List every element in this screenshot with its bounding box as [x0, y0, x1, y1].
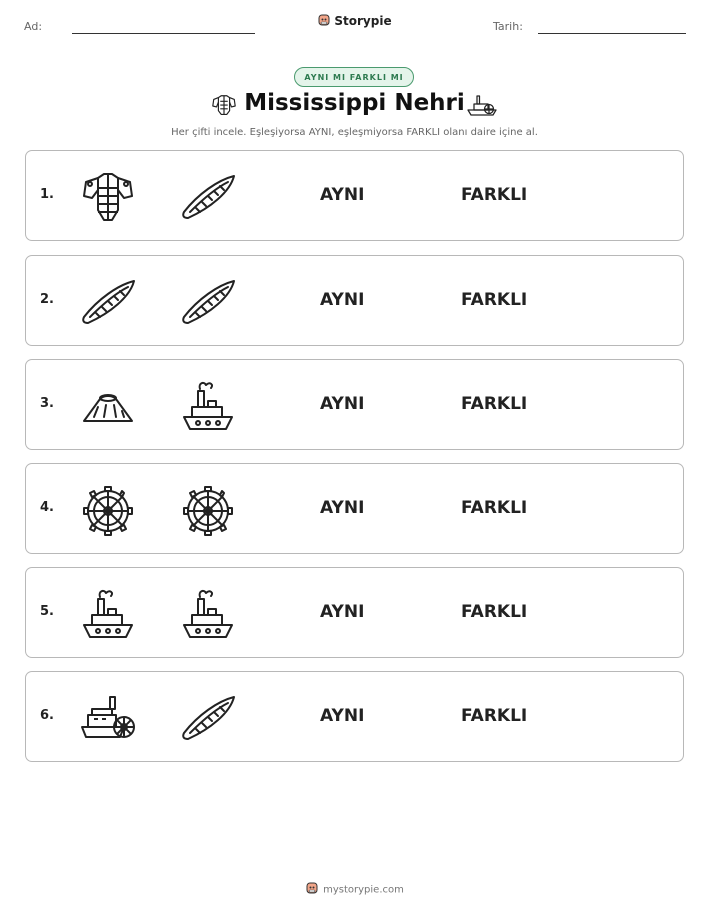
option-different[interactable]: FARKLI	[461, 290, 528, 310]
option-different[interactable]: FARKLI	[461, 706, 528, 726]
activity-badge: AYNI MI FARKLI MI	[294, 67, 414, 87]
option-same[interactable]: AYNI	[320, 394, 365, 414]
date-field-line[interactable]	[538, 33, 686, 34]
paddle-steamer-icon	[78, 689, 138, 749]
row-4	[25, 463, 684, 554]
canoe-icon	[78, 273, 138, 333]
option-same[interactable]: AYNI	[320, 706, 365, 726]
row-6	[25, 671, 684, 762]
row-1	[25, 150, 684, 241]
row-number: 6.	[40, 708, 54, 723]
date-label: Tarih:	[493, 20, 523, 33]
steamboat-icon	[466, 92, 498, 122]
instructions: Her çifti incele. Eşleşiyorsa AYNI, eşleşmiyorsa FARKLI olanı daire içine al.	[171, 127, 538, 138]
option-different[interactable]: FARKLI	[461, 185, 528, 205]
steamboat-icon	[78, 585, 138, 645]
armor-icon	[78, 168, 138, 228]
name-field-line[interactable]	[72, 33, 255, 34]
option-same[interactable]: AYNI	[320, 602, 365, 622]
row-number: 4.	[40, 500, 54, 515]
row-number: 3.	[40, 396, 54, 411]
brand-name: Storypie	[334, 14, 392, 28]
option-same[interactable]: AYNI	[320, 185, 365, 205]
footer	[0, 881, 709, 898]
canoe-icon	[178, 273, 238, 333]
row-5	[25, 567, 684, 658]
paddlewheel-icon	[178, 481, 238, 541]
row-number: 1.	[40, 187, 54, 202]
canoe-icon	[178, 168, 238, 228]
mound-icon	[78, 377, 138, 437]
page-title: Mississippi Nehri	[244, 90, 465, 116]
steamboat-icon	[178, 377, 238, 437]
canoe-icon	[178, 689, 238, 749]
footer-url: mystorypie.com	[323, 884, 404, 896]
storypie-mascot-icon	[305, 881, 319, 898]
option-same[interactable]: AYNI	[320, 498, 365, 518]
row-number: 2.	[40, 292, 54, 307]
option-same[interactable]: AYNI	[320, 290, 365, 310]
row-number: 5.	[40, 604, 54, 619]
row-2	[25, 255, 684, 346]
name-label: Ad:	[24, 20, 43, 33]
row-3	[25, 359, 684, 450]
option-different[interactable]: FARKLI	[461, 602, 528, 622]
brand-logo	[0, 13, 709, 30]
storypie-mascot-icon	[317, 13, 331, 30]
paddlewheel-icon	[78, 481, 138, 541]
steamboat-icon	[178, 585, 238, 645]
option-different[interactable]: FARKLI	[461, 498, 528, 518]
option-different[interactable]: FARKLI	[461, 394, 528, 414]
